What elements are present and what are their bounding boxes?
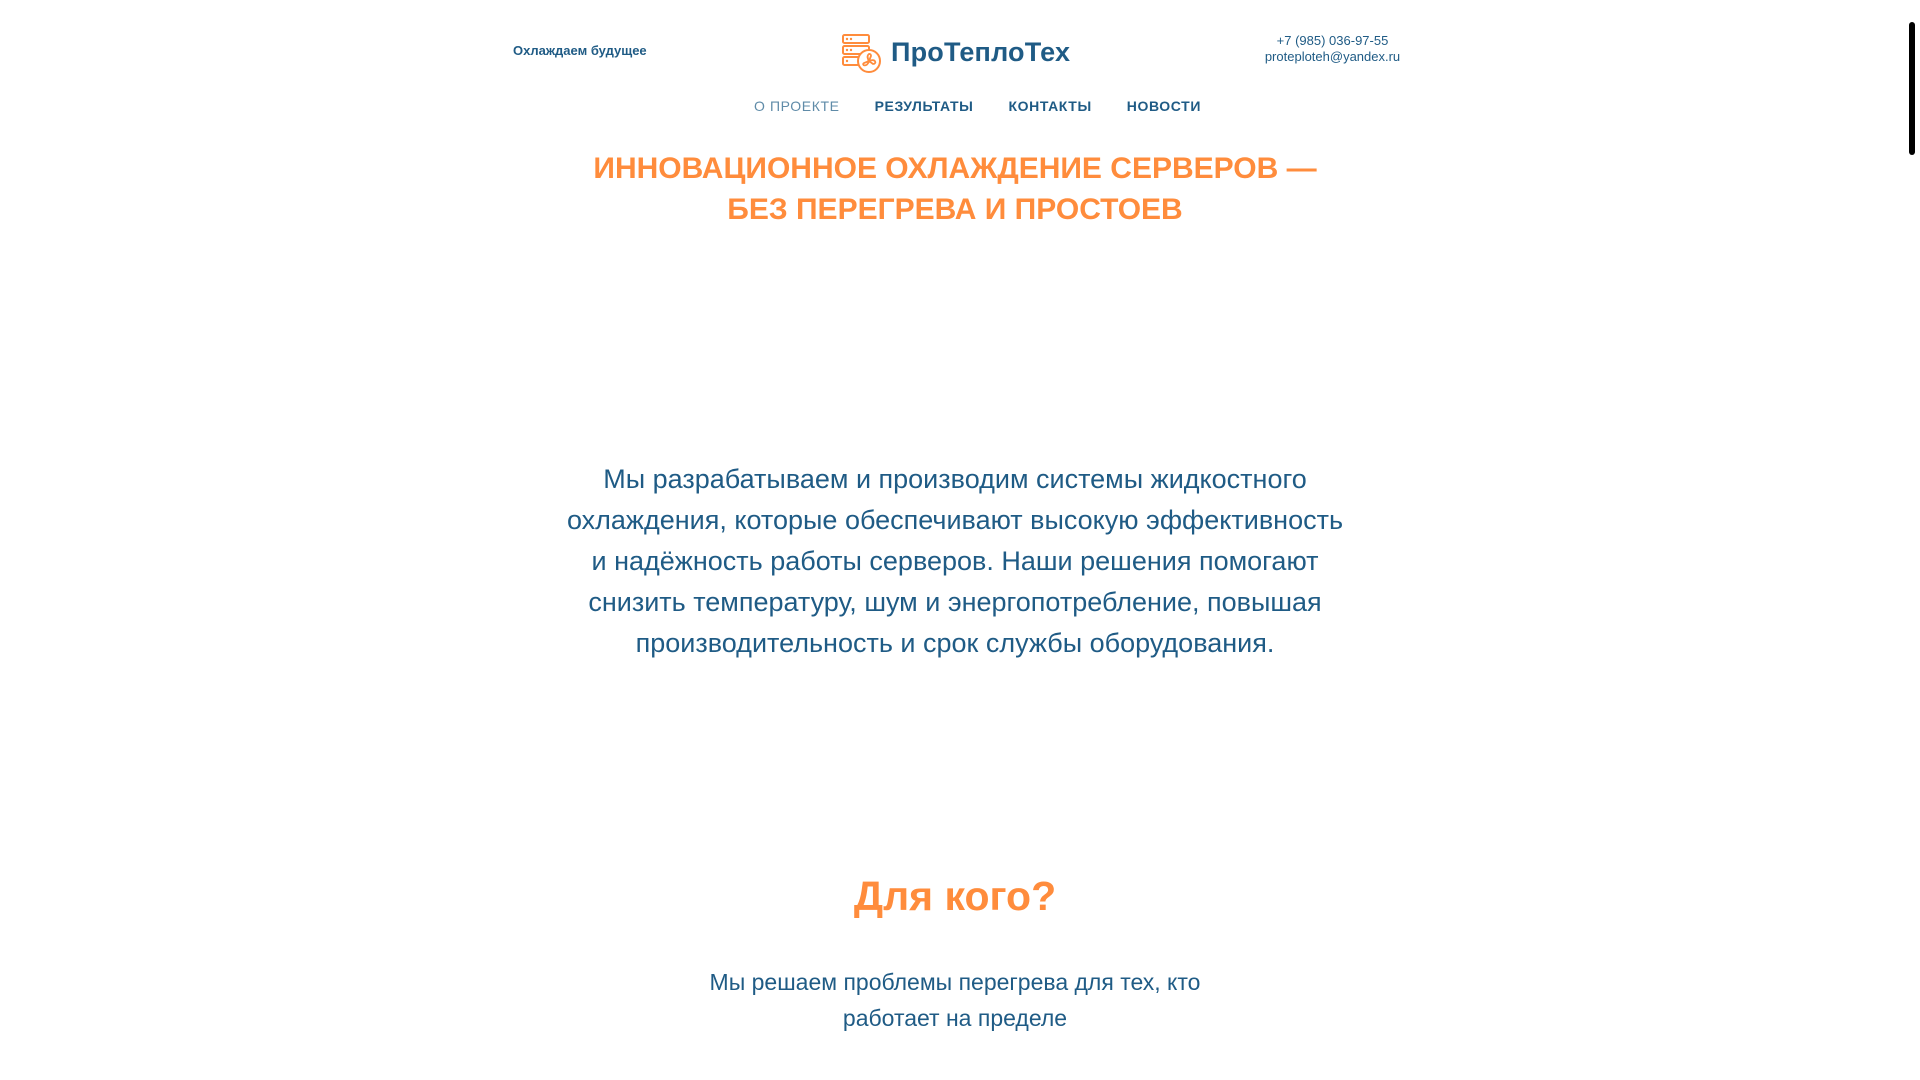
hero-description: Мы разрабатываем и производим системы жидкостного охлаждения, которые обеспечивают высокую эффективность и надёжность работы серверов. Наши решения помогают снизить температуру, шум и энергопотребление, повышая производительность и срок службы оборудования.	[566, 464, 1344, 658]
email-link[interactable]: proteploteh@yandex.ru	[1264, 49, 1401, 64]
nav-item-about[interactable]: О ПРОЕКТЕ	[754, 98, 840, 114]
logo[interactable]	[841, 30, 1070, 75]
hero-title	[0, 148, 1910, 230]
nav-item-news[interactable]: НОВОСТИ	[1126, 98, 1201, 114]
vertical-scrollbar[interactable]	[1905, 0, 1920, 1080]
audience-description: Мы решаем проблемы перегрева для тех, кто работает на пределе	[709, 969, 1201, 1031]
audience-title: Для кого?	[853, 873, 1057, 919]
hero-title-line-2: БЕЗ ПЕРЕГРЕВА И ПРОСТОЕВ	[727, 193, 1183, 226]
site-header	[0, 0, 1905, 100]
main-nav	[0, 98, 1905, 114]
server-cooling-icon	[841, 32, 883, 74]
nav-item-contacts[interactable]: КОНТАКТЫ	[1008, 98, 1092, 114]
tagline: Охлаждаем будущее	[513, 43, 647, 58]
nav-item-results[interactable]: РЕЗУЛЬТАТЫ	[874, 98, 974, 114]
scrollbar-thumb[interactable]	[1909, 22, 1915, 155]
phone-link[interactable]: +7 (985) 036-97-55	[1276, 33, 1389, 48]
contacts	[1240, 33, 1425, 65]
logo-text: ПроТеплоТех	[891, 37, 1071, 67]
hero-title-line-1: ИННОВАЦИОННОЕ ОХЛАЖДЕНИЕ СЕРВЕРОВ —	[593, 152, 1317, 185]
